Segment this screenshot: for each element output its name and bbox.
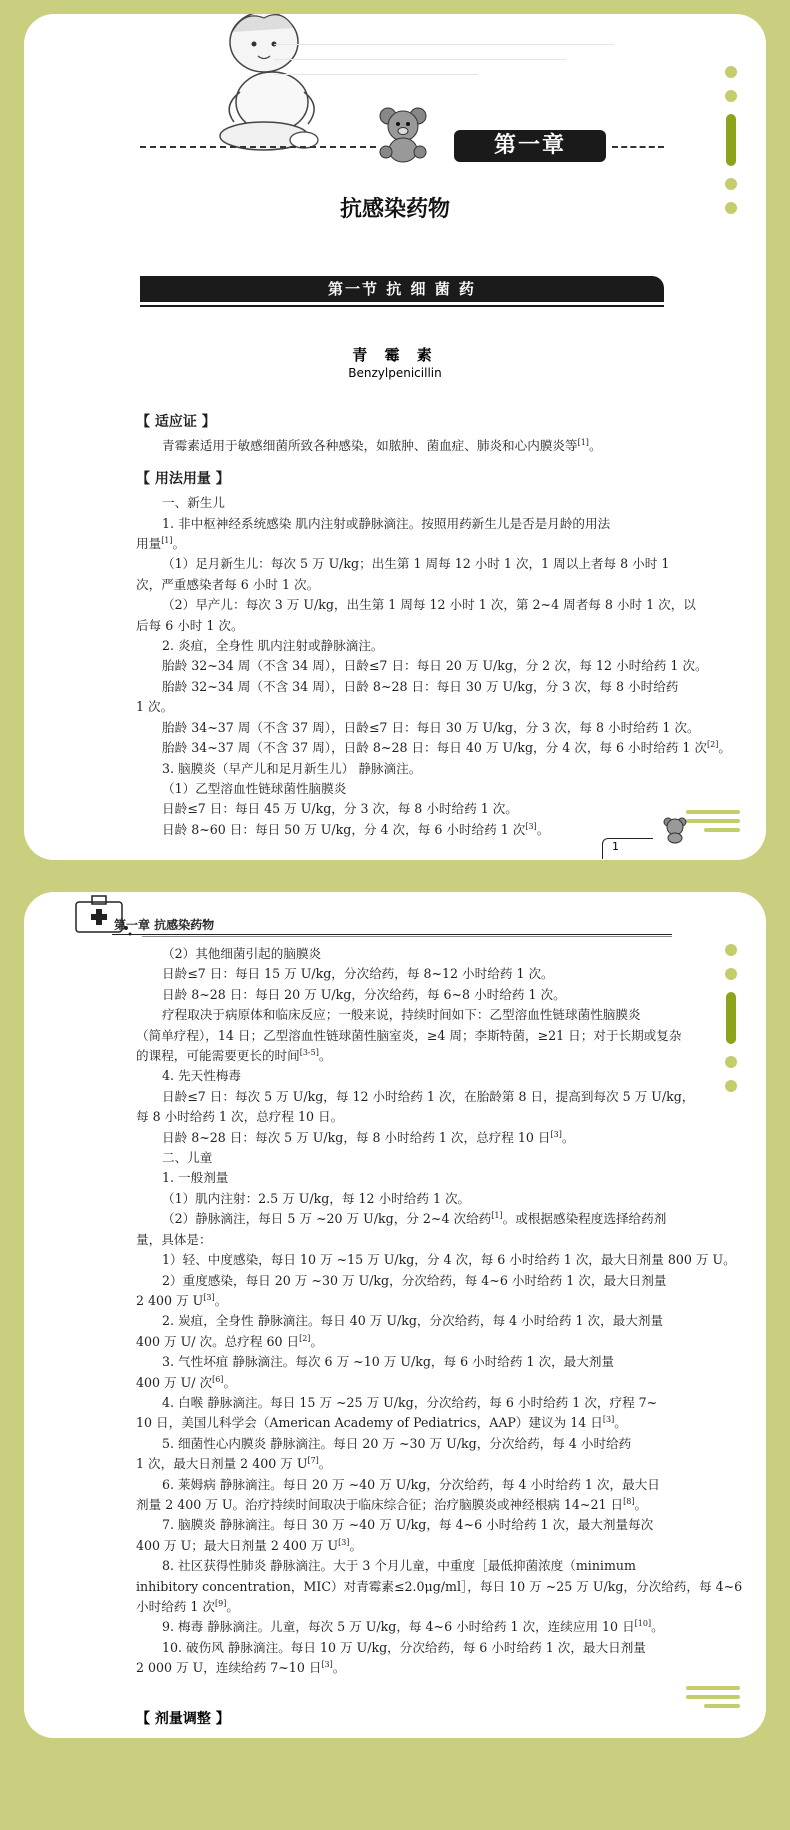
reference-mark: [3] bbox=[602, 1415, 615, 1425]
text-line-content: 6. 莱姆病 静脉滴注。每日 20 万 ~40 万 U/kg，分次给药，每 4 小时给药 1 次，最大日 bbox=[162, 1476, 660, 1492]
text-line-content: 9. 梅毒 静脉滴注。儿童，每次 5 万 U/kg，每 4~6 小时给药 1 次，连续应用 10 日 bbox=[162, 1619, 635, 1635]
book-page-2 bbox=[24, 892, 766, 1738]
header-rule bbox=[112, 934, 672, 935]
text-line bbox=[136, 1638, 666, 1658]
text-line bbox=[136, 1209, 666, 1229]
reference-mark: [10] bbox=[634, 1619, 652, 1629]
text-line bbox=[136, 1434, 666, 1454]
text-line: 胎龄 34~37 周（不含 37 周），日龄 8~28 日：每日 40 万 U/kg，分 4 次，每 6 小时给药 1 次[2]。 bbox=[162, 739, 731, 756]
text-line-content: 次，严重感染者每 6 小时 1 次。 bbox=[136, 576, 320, 592]
reference-mark: [1] bbox=[161, 535, 173, 545]
text-line: 2 400 万 U[3]。 bbox=[136, 1292, 228, 1308]
page-number: 1 bbox=[612, 840, 619, 853]
text-line-content: 4. 先天性梅毒 bbox=[162, 1068, 241, 1084]
chapter-label: 第一章 bbox=[454, 130, 606, 162]
text-line: 400 万 U/ 次[6]。 bbox=[136, 1374, 237, 1390]
text-line bbox=[136, 656, 708, 676]
text-line bbox=[136, 1556, 666, 1576]
text-line bbox=[136, 697, 666, 717]
text-line-content: 后每 6 小时 1 次。 bbox=[136, 617, 244, 633]
text-line-content: 7. 脑膜炎 静脉滴注。每日 30 万 ~40 万 U/kg，每 4~6 小时给药 1 次，最大剂量每次 bbox=[162, 1517, 654, 1533]
text-line bbox=[136, 1107, 666, 1127]
reference-mark: [9] bbox=[215, 1598, 227, 1608]
text-line: 10 日，美国儿科学会（American Academy of Pediatrics，AAP）建议为 14 日[3]。 bbox=[136, 1415, 627, 1431]
stripe-decoration-2 bbox=[686, 1686, 740, 1713]
text-line bbox=[136, 677, 679, 697]
text-line-content: 10. 破伤风 静脉滴注。每日 10 万 U/kg，分次给药，每 6 小时给药 1 次，最大日剂量 bbox=[162, 1639, 646, 1655]
text-line bbox=[136, 985, 666, 1005]
text-line-content: 胎龄 34~37 周（不含 37 周），日龄≤7 日：每日 30 万 U/kg，分 3 次，每 8 小时给药 1 次。 bbox=[162, 719, 700, 735]
text-line-content: 日龄≤7 日：每次 5 万 U/kg，每 12 小时给药 1 次，在胎龄第 8 日，提高到每次 5 万 U/kg， bbox=[162, 1088, 695, 1104]
text-line-content: 2）重度感染，每日 20 万 ~30 万 U/kg，分次给药，每 4~6 小时给药 1 次，最大日剂量 bbox=[162, 1272, 667, 1288]
text-line bbox=[136, 1066, 666, 1086]
text-line-content: 每 8 小时给药 1 次，总疗程 10 日。 bbox=[136, 1109, 344, 1125]
faded-text-decoration bbox=[274, 44, 614, 89]
text-line bbox=[136, 1005, 666, 1025]
text-line-content: （2）静脉滴注，每日 5 万 ~20 万 U/kg，分 2~4 次给药 bbox=[162, 1211, 492, 1227]
text-line: 2 000 万 U，连续给药 7~10 日[3]。 bbox=[136, 1660, 346, 1676]
text-line-content: （1）肌内注射：2.5 万 U/kg，每 12 小时给药 1 次。 bbox=[162, 1190, 471, 1206]
text-line-content: 3. 脑膜炎（早产儿和足月新生儿） 静脉滴注。 bbox=[162, 760, 422, 776]
reference-mark: [8] bbox=[623, 1496, 635, 1506]
text-line-content: 10 日，美国儿科学会（American Academy of Pediatrics，AAP）建议为 14 日 bbox=[136, 1415, 603, 1431]
indication-text: 青霉素适用于敏感细菌所致各种感染，如脓肿、菌血症、肺炎和心内膜炎等[1]。 bbox=[162, 438, 602, 454]
text-line bbox=[136, 1475, 666, 1495]
section-underline bbox=[140, 305, 664, 307]
text-line-content: 日龄 8~28 日：每日 20 万 U/kg，分次给药，每 6~8 小时给药 1 次。 bbox=[162, 986, 566, 1002]
text-line bbox=[136, 493, 666, 513]
text-line-content: 400 万 U/ 次。总疗程 60 日 bbox=[136, 1333, 300, 1349]
usage-lines bbox=[136, 493, 731, 840]
text-line bbox=[136, 718, 700, 738]
text-line-content: 1 次，最大日剂量 2 400 万 U bbox=[136, 1456, 308, 1472]
text-line bbox=[136, 964, 666, 984]
text-line-content: 1）轻、中度感染，每日 10 万 ~15 万 U/kg，分 4 次，每 6 小时给药 1 次，最大日剂量 800 万 U。 bbox=[162, 1252, 736, 1268]
text-line bbox=[136, 1087, 695, 1107]
text-line-content: 2 400 万 U bbox=[136, 1292, 204, 1308]
text-line bbox=[136, 1230, 666, 1250]
section-title: 第一节 抗 细 菌 药 bbox=[140, 276, 664, 302]
text-line-content: 二、儿童 bbox=[162, 1150, 213, 1166]
reference-mark: [3] bbox=[203, 1292, 215, 1302]
page2-body bbox=[136, 944, 743, 1679]
text-line: 剂量 2 400 万 U。治疗持续时间取决于临床综合征；治疗脑膜炎或神经根病 14~21 日[8]。 bbox=[136, 1496, 648, 1512]
page1-body bbox=[136, 406, 731, 840]
text-line: 9. 梅毒 静脉滴注。儿童，每次 5 万 U/kg，每 4~6 小时给药 1 次，连续应用 10 日[10]。 bbox=[162, 1619, 664, 1635]
text-line-content: 400 万 U/ 次 bbox=[136, 1374, 213, 1390]
text-line bbox=[136, 1311, 666, 1331]
reference-mark: [1] bbox=[491, 1211, 503, 1221]
usage-heading: 【 用法用量 】 bbox=[136, 470, 230, 487]
dose-adjust-heading: 【 剂量调整 】 bbox=[136, 1711, 230, 1727]
text-line bbox=[136, 636, 666, 656]
reference-mark: [2] bbox=[299, 1333, 311, 1343]
text-line-content: 3. 气性坏疽 静脉滴注。每次 6 万 ~10 万 U/kg，每 6 小时给药 1 次，最大剂量 bbox=[162, 1354, 615, 1370]
text-line: 1 次，最大日剂量 2 400 万 U[7]。 bbox=[136, 1455, 332, 1472]
dashed-rule-left bbox=[140, 146, 376, 148]
text-line bbox=[136, 514, 666, 534]
small-bear-icon bbox=[660, 814, 690, 844]
text-line-content: 胎龄 32~34 周（不含 34 周），日龄 8~28 日：每日 30 万 U/kg，分 3 次，每 8 小时给药 bbox=[162, 678, 679, 694]
text-line-content: 2 000 万 U，连续给药 7~10 日 bbox=[136, 1660, 322, 1676]
dosage-lines bbox=[136, 944, 743, 1679]
text-line-content: （2）其他细菌引起的脑膜炎 bbox=[162, 946, 322, 961]
reference-mark: [3] bbox=[338, 1537, 350, 1547]
reference-mark: [2] bbox=[707, 739, 719, 749]
teddy-bear-icon bbox=[372, 102, 436, 166]
text-line bbox=[136, 1250, 736, 1270]
text-line-tail: 。或根据感染程度选择给药剂 bbox=[502, 1211, 667, 1227]
side-decoration-2 bbox=[724, 944, 738, 1104]
text-line-content: 量，具体是： bbox=[136, 1231, 212, 1247]
text-line bbox=[136, 1189, 666, 1209]
text-line-content: 小时给药 1 次 bbox=[136, 1599, 215, 1614]
text-line bbox=[136, 1352, 666, 1372]
baby-illustration bbox=[204, 14, 354, 164]
text-line: 日龄 8~60 日：每日 50 万 U/kg，分 4 次，每 6 小时给药 1 次[3]。 bbox=[162, 821, 550, 837]
text-line-content: 5. 细菌性心内膜炎 静脉滴注。每日 20 万 ~30 万 U/kg，分次给药，每 4 小时给药 bbox=[162, 1435, 632, 1451]
text-line-content: 日龄≤7 日：每日 15 万 U/kg，分次给药，每 8~12 小时给药 1 次。 bbox=[162, 966, 554, 982]
text-line bbox=[136, 1168, 666, 1188]
stripe-decoration bbox=[686, 810, 740, 837]
reference-mark: [3] bbox=[321, 1660, 333, 1670]
text-line-content: 胎龄 32~34 周（不含 34 周），日龄≤7 日：每日 20 万 U/kg，分 2 次，每 12 小时给药 1 次。 bbox=[162, 658, 708, 674]
text-line-content: （1）乙型溶血性链球菌性脑膜炎 bbox=[162, 780, 347, 796]
text-line-content: 4. 白喉 静脉滴注。每日 15 万 ~25 万 U/kg，分次给药，每 6 小时给药 1 次，疗程 7~ bbox=[162, 1394, 658, 1410]
text-line-content: 1. 非中枢神经系统感染 肌内注射或静脉滴注。按照用药新生儿是否是月龄的用法 bbox=[162, 515, 611, 531]
text-line-content: 日龄 8~60 日：每日 50 万 U/kg，分 4 次，每 6 小时给药 1 次 bbox=[162, 821, 526, 837]
text-line bbox=[136, 616, 666, 636]
text-line-content: 一、新生儿 bbox=[162, 495, 225, 511]
dashed-rule-right bbox=[612, 146, 664, 148]
text-line-content: 胎龄 34~37 周（不含 37 周），日龄 8~28 日：每日 40 万 U/kg，分 4 次，每 6 小时给药 1 次 bbox=[162, 740, 708, 756]
reference-mark: [3] bbox=[525, 821, 537, 831]
text-line-content: 用量 bbox=[136, 536, 162, 552]
indication-heading: 【 适应证 】 bbox=[136, 414, 216, 430]
text-line-content: 疗程取决于病原体和临床反应；一般来说，持续时间如下：乙型溶血性链球菌性脑膜炎 bbox=[162, 1007, 641, 1023]
book-page-1 bbox=[24, 14, 766, 860]
header-rule-2 bbox=[142, 936, 672, 937]
text-line-content: （简单疗程），14 日；乙型溶血性链球菌性脑室炎，≥4 周；李斯特菌，≥21 日；对于长期或复杂 bbox=[136, 1027, 682, 1043]
text-line bbox=[136, 1515, 666, 1535]
reference-mark: [3-5] bbox=[299, 1047, 319, 1057]
text-line bbox=[136, 595, 696, 615]
page-number-frame bbox=[602, 838, 653, 859]
text-line-content: 8. 社区获得性肺炎 静脉滴注。大于 3 个月儿童，中重度［最低抑菌浓度（minimum bbox=[162, 1558, 636, 1574]
text-line: 的课程，可能需要更长的时间[3-5]。 bbox=[136, 1047, 332, 1064]
text-line-content: 日龄≤7 日：每日 45 万 U/kg，分 3 次，每 8 小时给药 1 次。 bbox=[162, 801, 518, 817]
reference-mark: [7] bbox=[307, 1455, 319, 1465]
drug-name: 青 霉 素 bbox=[352, 346, 438, 364]
text-line: 400 万 U；最大日剂量 2 400 万 U[3]。 bbox=[136, 1537, 363, 1553]
text-line bbox=[136, 554, 670, 574]
text-line: 400 万 U/ 次。总疗程 60 日[2]。 bbox=[136, 1333, 324, 1349]
text-line bbox=[136, 1148, 666, 1168]
text-line-content: 1. 一般剂量 bbox=[162, 1170, 229, 1186]
text-line-content: 2. 炎疽，全身性 肌内注射或静脉滴注。 bbox=[162, 638, 384, 654]
text-line-content: 1 次。 bbox=[136, 699, 174, 715]
text-line bbox=[136, 759, 666, 779]
text-line-content: inhibitory concentration，MIC）对青霉素≤2.0μg/ml］，每日 10 万 ~25 万 U/kg，分次给药，每 4~6 bbox=[136, 1578, 743, 1594]
text-line: 日龄 8~28 日：每次 5 万 U/kg，每 8 小时给药 1 次，总疗程 10 日[3]。 bbox=[162, 1129, 575, 1145]
text-line: 小时给药 1 次[9]。 bbox=[136, 1598, 239, 1614]
chapter-title: 抗感染药物 bbox=[339, 197, 450, 222]
side-decoration bbox=[724, 66, 738, 226]
drug-name-en: Benzylpenicillin bbox=[348, 366, 442, 380]
text-line-content: 的课程，可能需要更长的时间 bbox=[136, 1048, 300, 1064]
text-line: 用量[1]。 bbox=[136, 535, 186, 552]
text-line bbox=[136, 575, 666, 595]
text-line bbox=[136, 1271, 666, 1291]
text-line bbox=[136, 779, 666, 799]
reference-mark: [6] bbox=[212, 1374, 224, 1384]
text-line bbox=[136, 1393, 666, 1413]
text-line-content: （2）早产儿：每次 3 万 U/kg，出生第 1 周每 12 小时 1 次，第 2~4 周者每 8 小时 1 次，以 bbox=[162, 597, 696, 613]
text-line-content: 剂量 2 400 万 U。治疗持续时间取决于临床综合征；治疗脑膜炎或神经根病 14~21 日 bbox=[136, 1496, 624, 1512]
text-line bbox=[136, 799, 666, 819]
text-line-content: 400 万 U；最大日剂量 2 400 万 U bbox=[136, 1537, 339, 1553]
text-line bbox=[136, 1577, 743, 1597]
text-line bbox=[136, 944, 666, 964]
text-line-content: （1）足月新生儿：每次 5 万 U/kg；出生第 1 周每 12 小时 1 次，1 周以上者每 8 小时 1 bbox=[162, 556, 670, 572]
text-line-content: 日龄 8~28 日：每次 5 万 U/kg，每 8 小时给药 1 次，总疗程 10 日 bbox=[162, 1129, 551, 1145]
text-line-content: 2. 炭疽，全身性 静脉滴注。每日 40 万 U/kg，分次给药，每 4 小时给药 1 次，最大剂量 bbox=[162, 1313, 664, 1329]
reference-mark: [3] bbox=[550, 1129, 562, 1139]
text-line bbox=[136, 1026, 682, 1046]
running-header: 第一章 抗感染药物 bbox=[114, 918, 215, 932]
